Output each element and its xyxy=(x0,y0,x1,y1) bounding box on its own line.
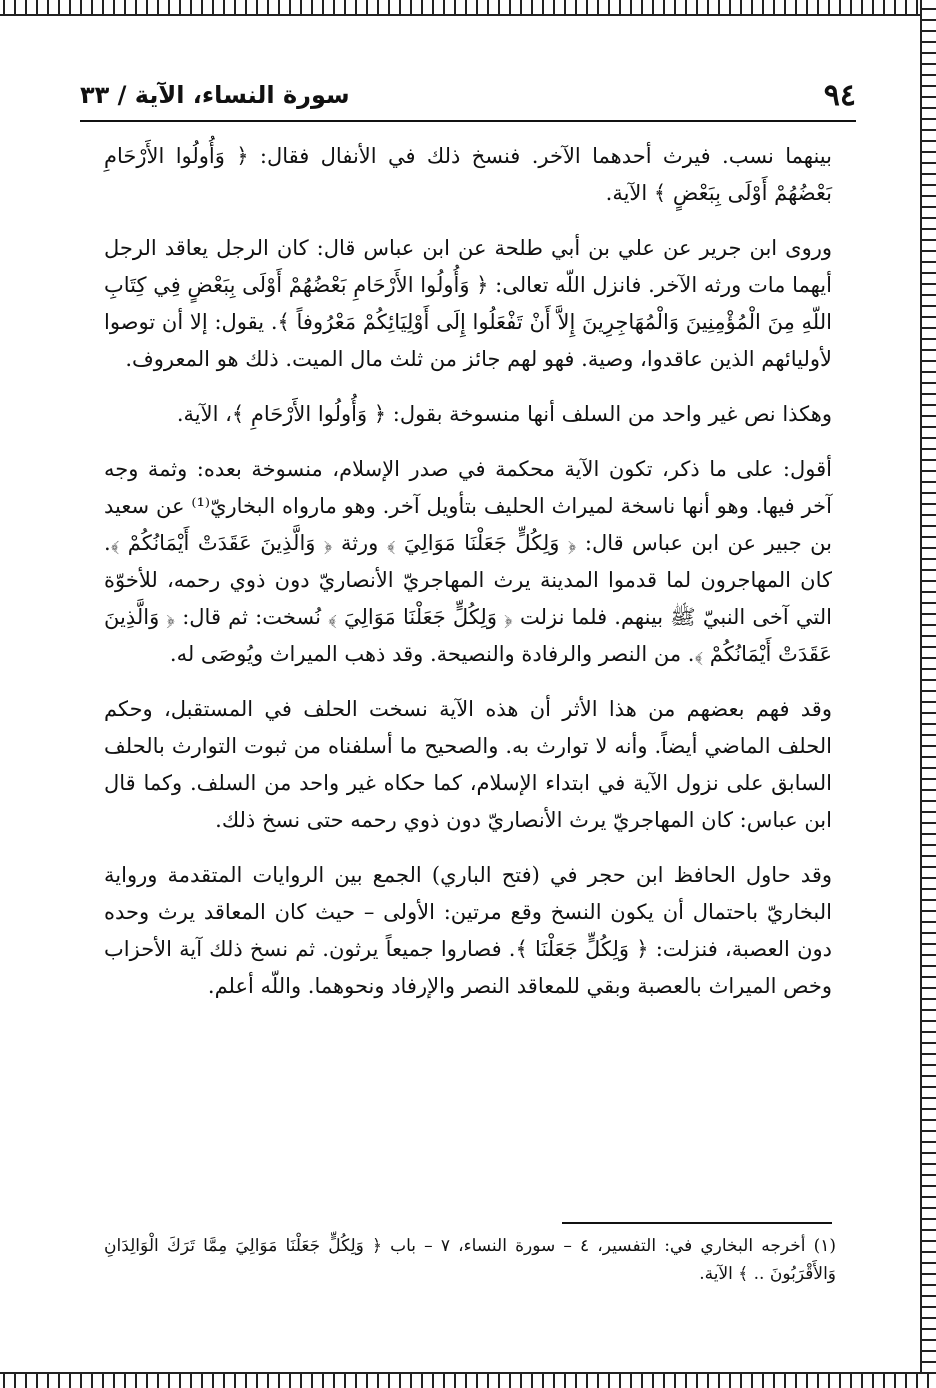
paragraph: وقد حاول الحافظ ابن حجر في (فتح الباري) الجمع بين الروايات المتقدمة ورواية البخاريّ باحتمال أن يكون النسخ وقع مرتين: الأولى – حيث كان المعاقد يرث وحده دون العصبة، فنزلت: ﴿ وَلِكُلٍّ جَعَلْنَا ﴾. فصاروا جميعاً يرثون. ثم نسخ ذلك آية الأحزاب وخص الميراث بالعصبة وبقي للمعاقد النصر والإرفاد ونحوهما. واللّه أعلم. xyxy=(104,863,832,998)
paragraph: وهكذا نص غير واحد من السلف أنها منسوخة بقول: ﴿ وَأُولُوا الأَرْحَامِ ﴾، الآية. xyxy=(176,402,832,426)
footnote-separator xyxy=(562,1222,832,1224)
page-header xyxy=(80,70,856,122)
decorative-border-top xyxy=(0,0,936,16)
paragraph: وقد فهم بعضهم من هذا الأثر أن هذه الآية نسخت الحلف في المستقبل، وحكم الحلف الماضي أيضاً. وأنه لا توارث به. والصحيح ما أسلفناه من ثبوت التوارث بالحلف السابق على نزول الآية في ابتداء الإسلام، كما حكاه غير واحد من السلف. وكما قال ابن عباس: كان المهاجريّ يرث الأنصاريّ دون ذوي رحمه حتى نسخ ذلك. xyxy=(104,697,832,832)
paragraph: وروى ابن جرير عن علي بن أبي طلحة عن ابن عباس قال: كان الرجل يعاقد الرجل أيهما مات ورثه الآخر. فانزل اللّه تعالى: ﴿ وَأُولُوا الأَرْحَامِ بَعْضُهُمْ أَوْلَى بِبَعْضٍ فِي كِتَابِ اللّهِ مِنَ الْمُؤْمِنِينَ وَالْمُهَاجِرِينَ إِلاَّ أَنْ تَفْعَلُوا إِلَى أَوْلِيَائِكُمْ مَعْرُوفاً ﴾. يقول: إلا أن توصوا لأوليائهم الذين عاقدوا، وصية. فهو لهم جائز من ثلث مال الميت. ذلك هو المعروف. xyxy=(104,236,832,371)
page-number: ٩٤ xyxy=(823,77,856,113)
footnote: (١) أخرجه البخاري في: التفسير، ٤ – سورة النساء، ٧ – باب ﴿ وَلِكُلٍّ جَعَلْنَا مَوَالِيَ مِمَّا تَرَكَ الْوَالِدَانِ وَالأَقْرَبُونَ .. ﴾ الآية. xyxy=(104,1236,836,1284)
paragraph: بينهما نسب. فيرث أحدهما الآخر. فنسخ ذلك في الأنفال فقال: ﴿ وَأُولُوا الأَرْحَامِ بَعْضُهُمْ أَوْلَى بِبَعْضٍ ﴾ الآية. xyxy=(104,144,832,205)
body-text xyxy=(104,138,832,1023)
decorative-border-right xyxy=(920,0,936,1388)
paragraph: أقول: على ما ذكر، تكون الآية محكمة في صدر الإسلام، منسوخة بعده: وثمة وجه آخر فيها. وهو أنها ناسخة لميراث الحليف بتأويل آخر. وهو مارواه البخاريّ⁽¹⁾ عن سعيد بن جبير عن ابن عباس قال: ﴿ وَلِكُلٍّ جَعَلْنَا مَوَالِيَ ﴾ ورثة ﴿ وَالَّذِينَ عَقَدَتْ أَيْمَانُكُمْ ﴾. كان المهاجرون لما قدموا المدينة يرث المهاجريّ الأنصاريّ دون ذوي رحمه، للأخوّة التي آخى النبيّ ﷺ بينهم. فلما نزلت ﴿ وَلِكُلٍّ جَعَلْنَا مَوَالِيَ ﴾ نُسخت: ثم قال: ﴿ وَالَّذِينَ عَقَدَتْ أَيْمَانُكُمْ ﴾. من النصر والرفادة والنصيحة. وقد ذهب الميراث ويُوصَى له. xyxy=(104,457,832,666)
running-title: سورة النساء، الآية / ٣٣ xyxy=(80,81,350,109)
decorative-border-bottom xyxy=(0,1372,936,1388)
